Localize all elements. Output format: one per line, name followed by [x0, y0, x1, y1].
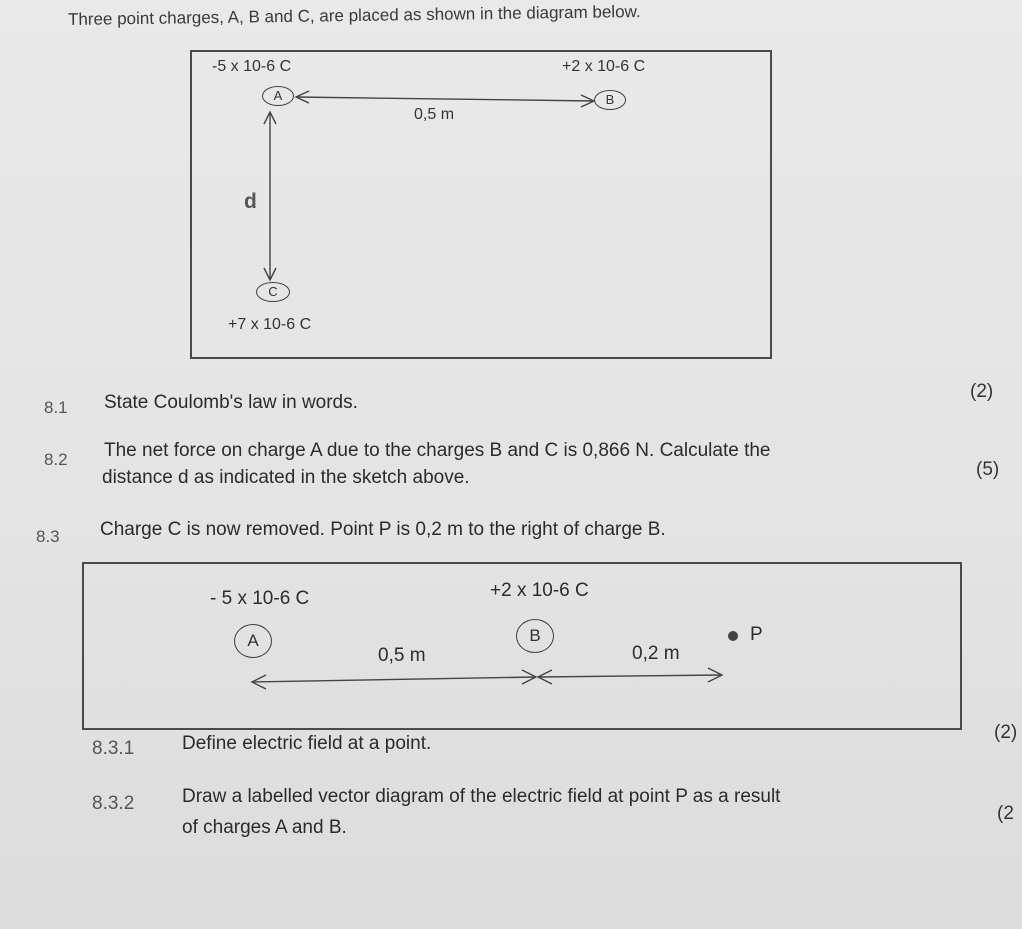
charge-a-label: A: [273, 88, 283, 103]
charge-c-value: +7 x 10-6 C: [228, 316, 312, 333]
charge-c-label: C: [268, 284, 278, 299]
charge-a2-label: A: [247, 631, 259, 650]
q831-text: Define electric field at a point.: [182, 733, 432, 754]
q832-line1: Draw a labelled vector diagram of the electric field at point P as a result: [182, 786, 781, 807]
q82-marks: (5): [976, 459, 1000, 480]
q82-number: 8.2: [44, 450, 68, 469]
q82-line1: The net force on charge A due to the charges B and C is 0,866 N. Calculate the: [104, 440, 771, 461]
charge-a-value: -5 x 10-6 C: [212, 58, 292, 75]
charge-a2-value: - 5 x 10-6 C: [210, 588, 310, 609]
q832-number: 8.3.2: [92, 793, 135, 814]
arrow-ab-line: [296, 97, 594, 101]
intro-text: Three point charges, A, B and C, are placed as shown in the diagram below.: [67, 2, 641, 29]
distance-d-label: d: [244, 190, 257, 213]
q831-marks: (2): [994, 722, 1018, 743]
q81-text: State Coulomb's law in words.: [104, 392, 358, 413]
point-p-label: P: [750, 624, 763, 645]
distance-ab-label: 0,5 m: [414, 106, 455, 123]
point-p-dot: [728, 631, 738, 641]
q831-number: 8.3.1: [92, 738, 135, 759]
q81-marks: (2): [970, 381, 994, 402]
q82-line2: distance d as indicated in the sketch above.: [102, 467, 470, 488]
q81-number: 8.1: [44, 398, 68, 417]
distance-bp-label: 0,2 m: [632, 643, 680, 664]
q83-text: Charge C is now removed. Point P is 0,2 m to the right of charge B.: [100, 519, 666, 540]
arrow-ab2-line: [252, 677, 536, 682]
charge-b-label: B: [605, 92, 615, 107]
q832-marks: (2: [997, 803, 1014, 824]
charge-b2-value: +2 x 10-6 C: [490, 580, 589, 601]
charge-b-value: +2 x 10-6 C: [562, 58, 646, 75]
charge-b2-label: B: [529, 626, 541, 645]
arrow-bp-line: [538, 675, 722, 677]
distance-ab2-label: 0,5 m: [378, 645, 426, 666]
q83-number: 8.3: [36, 527, 60, 546]
q832-line2: of charges A and B.: [182, 817, 347, 838]
